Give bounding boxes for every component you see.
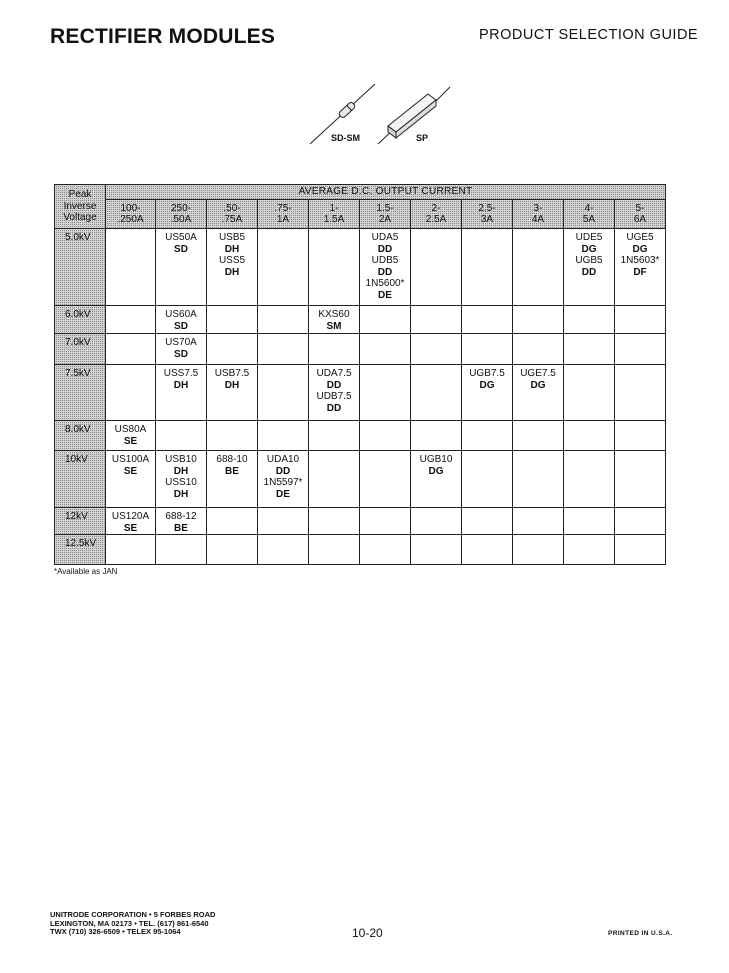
product-cell	[207, 535, 258, 565]
current-range-row	[55, 200, 666, 229]
table-row	[55, 229, 666, 306]
current-range-line: 3A	[480, 214, 494, 225]
voltage-header-line: Peak	[68, 189, 92, 201]
product-cell	[564, 306, 615, 334]
current-range-line: 5A	[582, 214, 596, 225]
current-range-header	[462, 200, 513, 229]
product-cell	[207, 451, 258, 508]
product-cell	[462, 451, 513, 508]
package-code: DG	[530, 379, 546, 391]
current-range-line: 4-	[584, 202, 594, 214]
package-code: SM	[326, 320, 342, 332]
package-code: DH	[173, 488, 189, 500]
product-cell	[156, 451, 207, 508]
table-row	[55, 421, 666, 451]
part-number: 1N5600*	[365, 278, 405, 289]
product-cell	[462, 334, 513, 365]
product-cell	[360, 451, 411, 508]
part-number: 688-12	[165, 511, 197, 522]
part-number: 1N5597*	[263, 477, 303, 488]
package-code: BE	[174, 522, 188, 534]
sp-label: SP	[416, 133, 429, 143]
product-cell	[615, 306, 666, 334]
product-cell	[564, 421, 615, 451]
table-header-row	[55, 185, 666, 200]
package-code: DD	[377, 243, 393, 255]
product-cell	[106, 306, 156, 334]
product-cell	[258, 508, 309, 535]
product-cell	[360, 535, 411, 565]
product-cell	[258, 229, 309, 306]
package-code: DD	[326, 402, 342, 414]
current-banner: AVERAGE D.C. OUTPUT CURRENT	[106, 185, 666, 200]
product-cell	[462, 535, 513, 565]
product-selection-table	[54, 184, 666, 565]
product-cell	[360, 229, 411, 306]
voltage-cell: 10kV	[55, 451, 106, 508]
current-range-header	[615, 200, 666, 229]
product-cell	[615, 451, 666, 508]
product-cell	[411, 535, 462, 565]
product-cell	[258, 421, 309, 451]
table-row	[55, 508, 666, 535]
current-range-header	[360, 200, 411, 229]
product-cell	[513, 229, 564, 306]
product-cell	[156, 365, 207, 421]
product-cell	[615, 365, 666, 421]
part-number: US70A	[165, 337, 197, 348]
package-code: DH	[224, 243, 240, 255]
package-code: SE	[123, 465, 138, 477]
product-cell	[207, 365, 258, 421]
part-number: UDE5	[575, 232, 603, 243]
product-cell	[156, 421, 207, 451]
package-code: BE	[225, 465, 239, 477]
product-cell	[156, 334, 207, 365]
product-cell	[156, 535, 207, 565]
part-number: 688-10	[216, 454, 248, 465]
package-code: DG	[632, 243, 648, 255]
product-cell	[411, 508, 462, 535]
part-number: USS10	[165, 477, 197, 488]
package-code: DE	[276, 488, 290, 500]
part-number: KXS60	[318, 309, 350, 320]
part-number: USB5	[218, 232, 246, 243]
current-range-header	[258, 200, 309, 229]
product-cell	[411, 365, 462, 421]
page-subtitle: PRODUCT SELECTION GUIDE	[479, 27, 699, 43]
part-number: UGB7.5	[469, 368, 505, 379]
current-range-line: 100-	[120, 202, 141, 214]
product-cell	[564, 229, 615, 306]
table-row	[55, 535, 666, 565]
product-cell	[258, 451, 309, 508]
product-cell	[615, 508, 666, 535]
product-cell	[309, 421, 360, 451]
current-range-header	[106, 200, 156, 229]
part-number: UGB10	[419, 454, 453, 465]
product-cell	[106, 229, 156, 306]
product-cell	[513, 535, 564, 565]
package-code: DD	[377, 266, 393, 278]
package-code: SE	[123, 435, 138, 447]
package-code: DG	[428, 465, 444, 477]
product-cell	[411, 451, 462, 508]
voltage-cell: 5.0kV	[55, 229, 106, 306]
voltage-cell: 8.0kV	[55, 421, 106, 451]
address-line: TWX (710) 326-6509 • TELEX 95-1064	[50, 927, 181, 936]
package-code: DD	[275, 465, 291, 477]
product-cell	[462, 306, 513, 334]
current-range-line: 6A	[633, 214, 647, 225]
package-code: DE	[378, 289, 392, 301]
product-cell	[106, 508, 156, 535]
product-cell	[106, 535, 156, 565]
product-cell	[360, 365, 411, 421]
table-row	[55, 365, 666, 421]
voltage-header-line: Voltage	[63, 212, 97, 224]
product-cell	[207, 508, 258, 535]
current-range-line: 2-	[431, 202, 441, 214]
package-code: DF	[633, 266, 647, 278]
product-cell	[513, 334, 564, 365]
package-code: DH	[173, 379, 189, 391]
product-cell	[513, 451, 564, 508]
rectifier-illustration	[300, 82, 460, 147]
product-cell	[309, 508, 360, 535]
product-cell	[360, 508, 411, 535]
company-address	[50, 911, 215, 937]
product-cell	[360, 421, 411, 451]
product-cell	[564, 508, 615, 535]
part-number: USB7.5	[214, 368, 250, 379]
product-cell	[207, 334, 258, 365]
address-line: LEXINGTON, MA 02173 • TEL. (617) 861-6540	[50, 918, 209, 928]
voltage-cell: 6.0kV	[55, 306, 106, 334]
product-cell	[309, 306, 360, 334]
part-number: 1N5603*	[620, 255, 660, 266]
product-cell	[615, 421, 666, 451]
package-code: SD	[174, 348, 188, 360]
part-number: UDA7.5	[316, 368, 352, 379]
product-cell	[462, 421, 513, 451]
part-number: USB10	[165, 454, 197, 465]
product-cell	[156, 229, 207, 306]
product-cell	[462, 229, 513, 306]
package-code: DD	[581, 266, 597, 278]
product-cell	[462, 508, 513, 535]
voltage-header	[55, 185, 106, 229]
product-cell	[513, 421, 564, 451]
voltage-cell: 12.5kV	[55, 535, 106, 565]
current-range-header	[513, 200, 564, 229]
current-range-line: 5-	[635, 202, 645, 214]
package-code: DD	[326, 379, 342, 391]
part-number: UDB7.5	[316, 391, 352, 402]
product-cell	[411, 421, 462, 451]
product-cell	[309, 451, 360, 508]
address-line: UNITRODE CORPORATION • 5 FORBES ROAD	[50, 910, 216, 919]
product-cell	[513, 508, 564, 535]
part-number: UGE7.5	[520, 368, 556, 379]
voltage-cell: 7.0kV	[55, 334, 106, 365]
voltage-cell: 12kV	[55, 508, 106, 535]
current-range-line: 250-	[170, 202, 191, 214]
product-cell	[462, 365, 513, 421]
current-range-line: 1.5A	[323, 214, 345, 225]
product-cell	[513, 365, 564, 421]
part-number: US60A	[165, 309, 197, 320]
part-number: UDA10	[266, 454, 300, 465]
part-number: US120A	[111, 511, 150, 522]
table-row	[55, 451, 666, 508]
current-range-line: .75-	[274, 202, 292, 214]
product-cell	[207, 306, 258, 334]
part-number: UDA5	[371, 232, 399, 243]
package-code: SE	[123, 522, 138, 534]
product-cell	[309, 365, 360, 421]
package-code: SD	[174, 243, 188, 255]
package-code: DH	[224, 379, 240, 391]
voltage-header-line: Inverse	[63, 200, 97, 212]
current-range-line: 4A	[531, 214, 545, 225]
current-range-header	[564, 200, 615, 229]
current-range-header	[207, 200, 258, 229]
part-number: US50A	[165, 232, 197, 243]
current-range-line: .75A	[221, 214, 243, 225]
printed-notice: PRINTED IN U.S.A.	[608, 930, 673, 937]
part-number: UGB5	[575, 255, 603, 266]
product-cell	[258, 365, 309, 421]
footnote: *Available as JAN	[54, 567, 118, 576]
product-cell	[411, 306, 462, 334]
product-cell	[360, 334, 411, 365]
current-range-line: 1A	[276, 214, 290, 225]
product-cell	[564, 334, 615, 365]
current-range-line: 1.5-	[376, 202, 394, 214]
product-cell	[564, 451, 615, 508]
current-range-header	[411, 200, 462, 229]
current-range-header	[309, 200, 360, 229]
current-range-line: 2A	[378, 214, 392, 225]
product-cell	[258, 535, 309, 565]
current-range-header	[156, 200, 207, 229]
product-cell	[411, 334, 462, 365]
voltage-cell: 7.5kV	[55, 365, 106, 421]
product-cell	[106, 334, 156, 365]
product-cell	[156, 508, 207, 535]
table-row	[55, 306, 666, 334]
product-cell	[309, 535, 360, 565]
sd-sm-label: SD-SM	[331, 133, 360, 143]
table-row	[55, 334, 666, 365]
product-cell	[513, 306, 564, 334]
part-number: UDB5	[371, 255, 399, 266]
product-cell	[564, 365, 615, 421]
current-range-line: .250A	[117, 214, 144, 225]
product-cell	[106, 421, 156, 451]
product-cell	[309, 334, 360, 365]
part-number: UGE5	[626, 232, 654, 243]
package-code: DG	[581, 243, 597, 255]
product-cell	[615, 535, 666, 565]
current-range-line: .50A	[170, 214, 192, 225]
package-code: DH	[224, 266, 240, 278]
product-cell	[207, 229, 258, 306]
part-number: USS7.5	[163, 368, 199, 379]
current-range-line: 1-	[329, 202, 339, 214]
product-cell	[309, 229, 360, 306]
current-range-line: .50-	[223, 202, 241, 214]
part-number: US100A	[111, 454, 150, 465]
page-number: 10-20	[352, 926, 383, 940]
package-code: DG	[479, 379, 495, 391]
product-cell	[615, 334, 666, 365]
product-cell	[207, 421, 258, 451]
current-range-line: 2.5A	[425, 214, 447, 225]
part-number: US80A	[114, 424, 147, 435]
product-cell	[106, 365, 156, 421]
product-cell	[258, 306, 309, 334]
product-cell	[106, 451, 156, 508]
product-cell	[411, 229, 462, 306]
page-title: RECTIFIER MODULES	[50, 25, 276, 48]
current-range-line: 2.5-	[478, 202, 496, 214]
product-cell	[564, 535, 615, 565]
product-cell	[360, 306, 411, 334]
product-cell	[156, 306, 207, 334]
current-range-line: 3-	[533, 202, 543, 214]
package-code: DH	[173, 465, 189, 477]
product-cell	[258, 334, 309, 365]
package-code: SD	[174, 320, 188, 332]
part-number: USS5	[218, 255, 246, 266]
product-cell	[615, 229, 666, 306]
